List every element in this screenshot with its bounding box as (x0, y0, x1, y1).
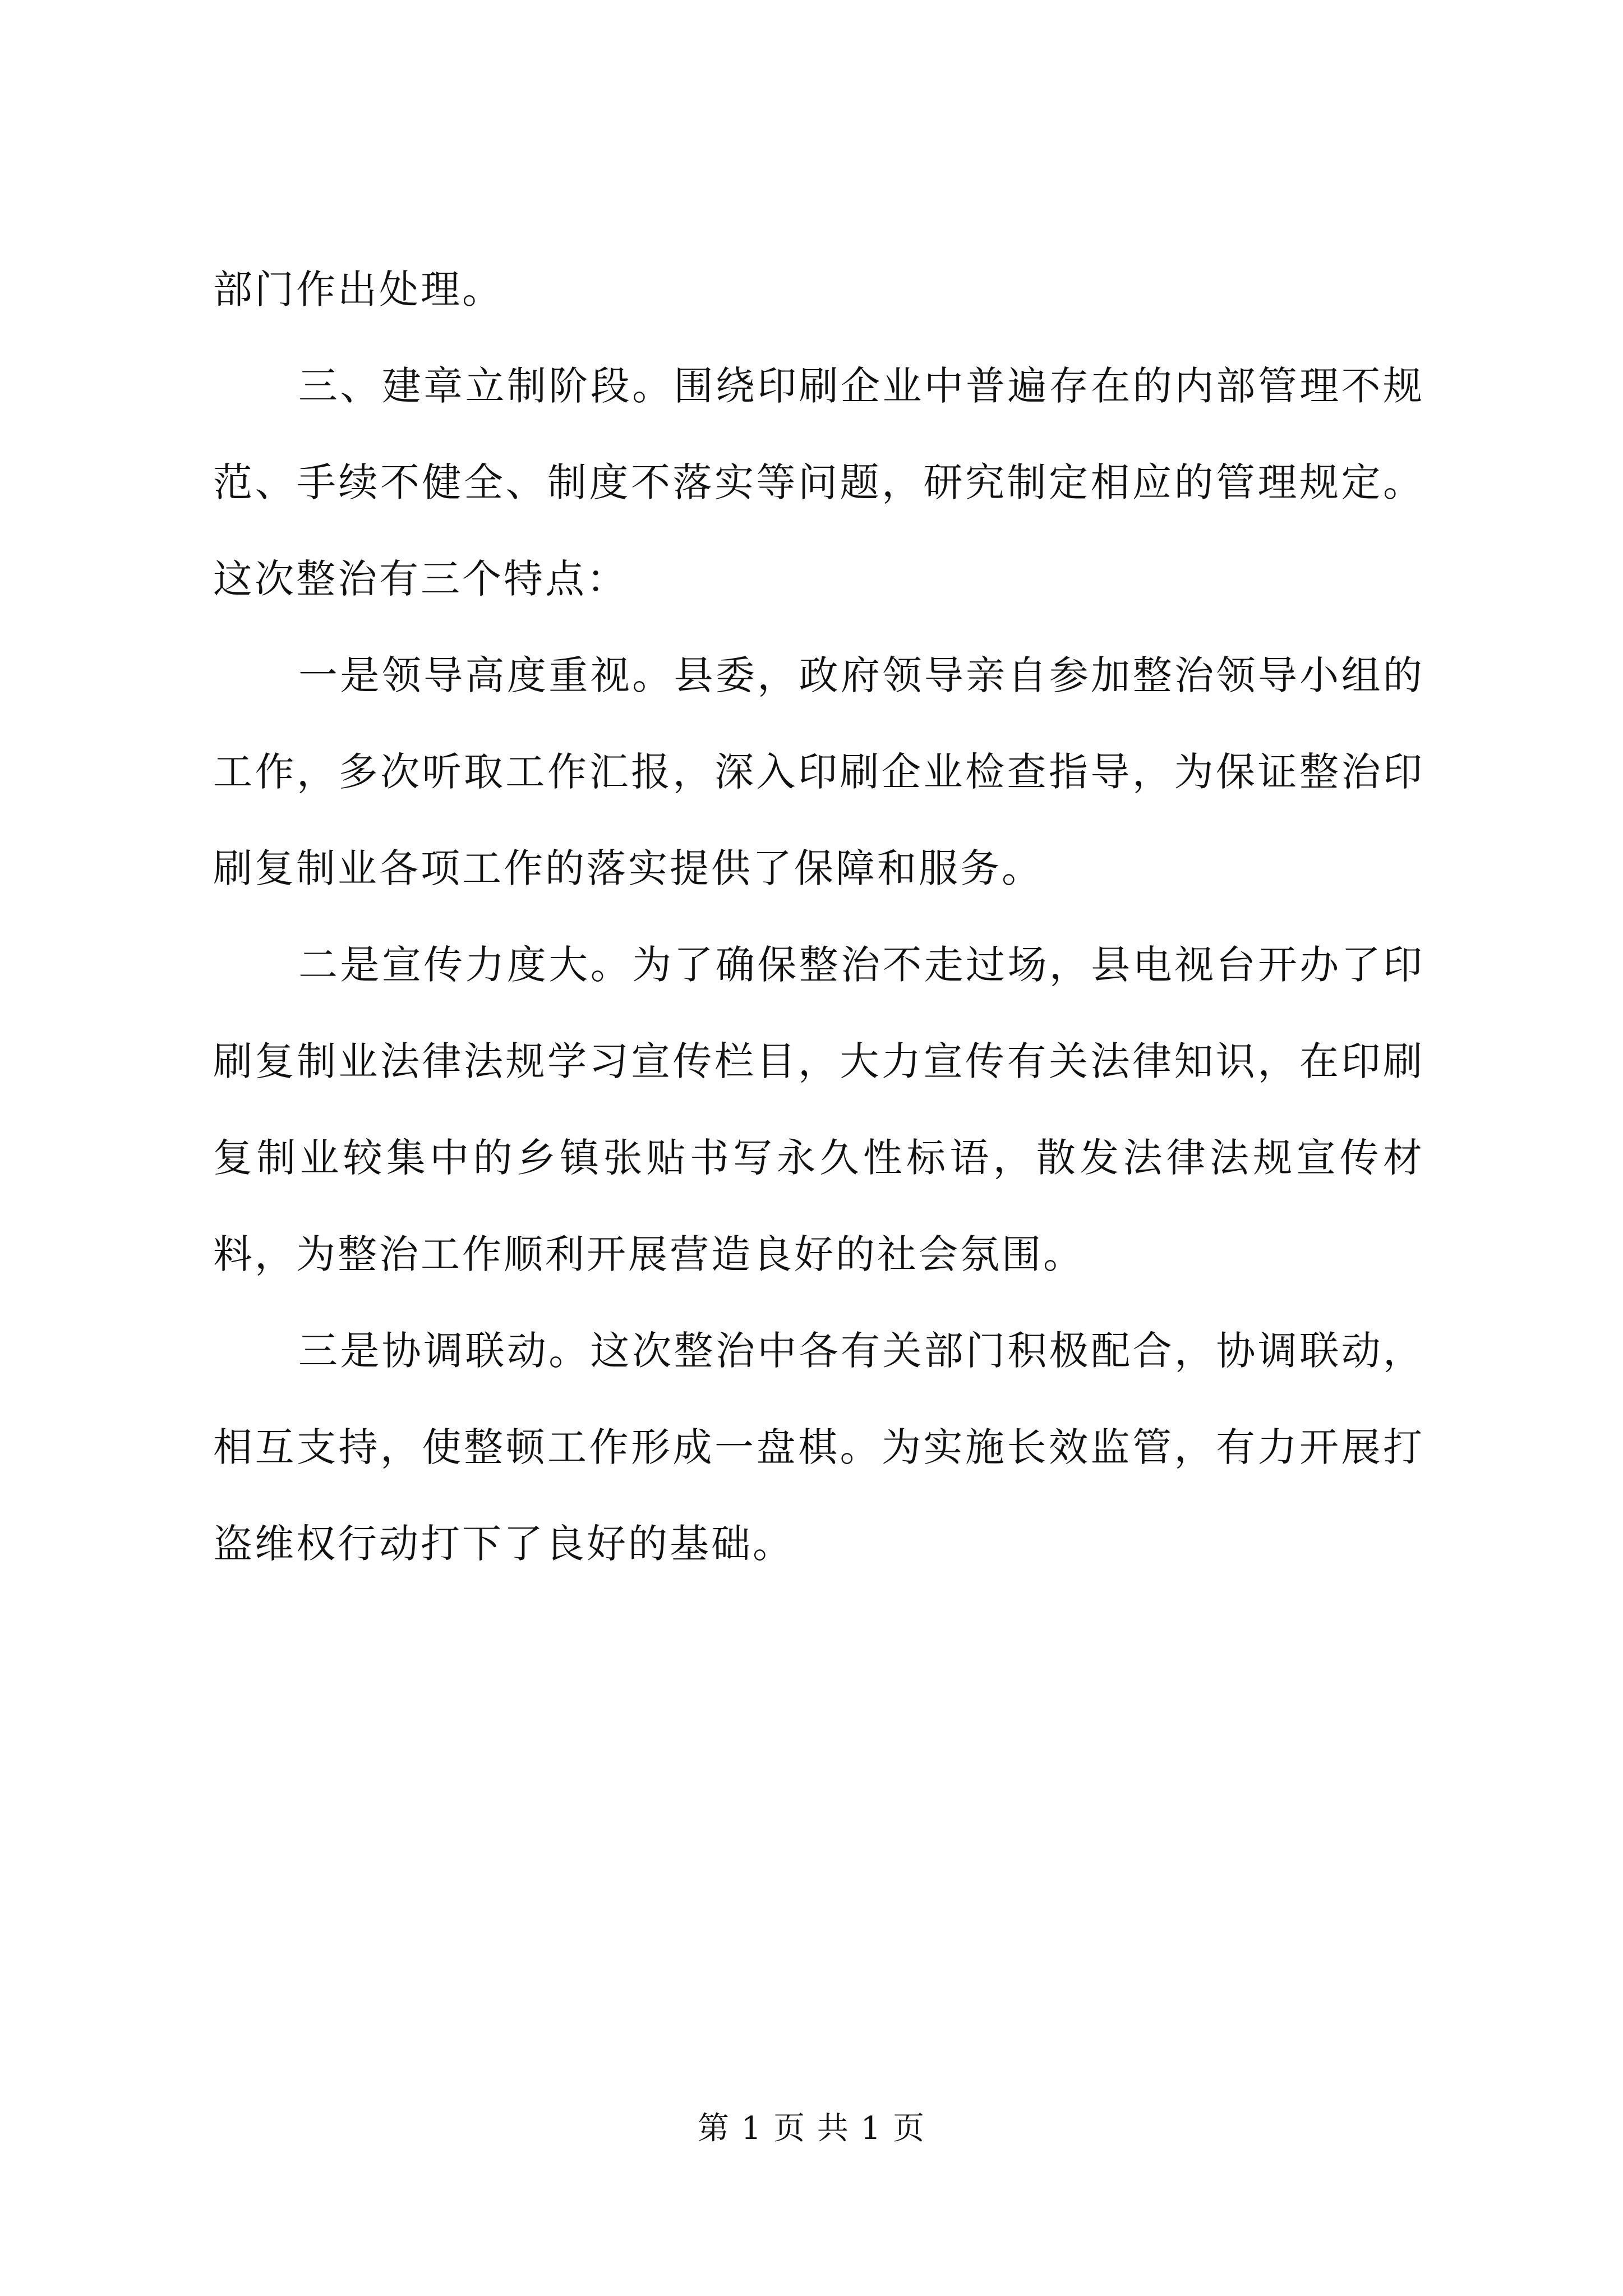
document-body (213, 241, 1424, 1592)
page-number-footer: 第 1 页 共 1 页 (697, 2110, 926, 2147)
paragraph-feature-one: 一是领导高度重视。县委，政府领导亲自参加整治领导小组的工作，多次听取工作汇报，深入印刷企业检查指导，为保证整治印刷复制业各项工作的落实提供了保障和服务。 (213, 652, 1424, 891)
paragraph-continuation: 部门作出处理。 (213, 266, 504, 312)
paragraph-feature-two: 二是宣传力度大。为了确保整治不走过场，县电视台开办了印刷复制业法律法规学习宣传栏目，大力宣传有关法律知识，在印刷复制业较集中的乡镇张贴书写永久性标语，散发法律法规宣传材料，为整治工作顺利开展营造良好的社会氛围。 (213, 942, 1424, 1277)
paragraph-feature-three: 三是协调联动。这次整治中各有关部门积极配合，协调联动，相互支持，使整顿工作形成一盘棋。为实施长效监管，有力开展打盗维权行动打下了良好的基础。 (213, 1328, 1424, 1567)
paragraph-section-three: 三、建章立制阶段。围绕印刷企业中普遍存在的内部管理不规范、手续不健全、制度不落实等问题，研究制定相应的管理规定。这次整治有三个特点： (213, 363, 1424, 602)
